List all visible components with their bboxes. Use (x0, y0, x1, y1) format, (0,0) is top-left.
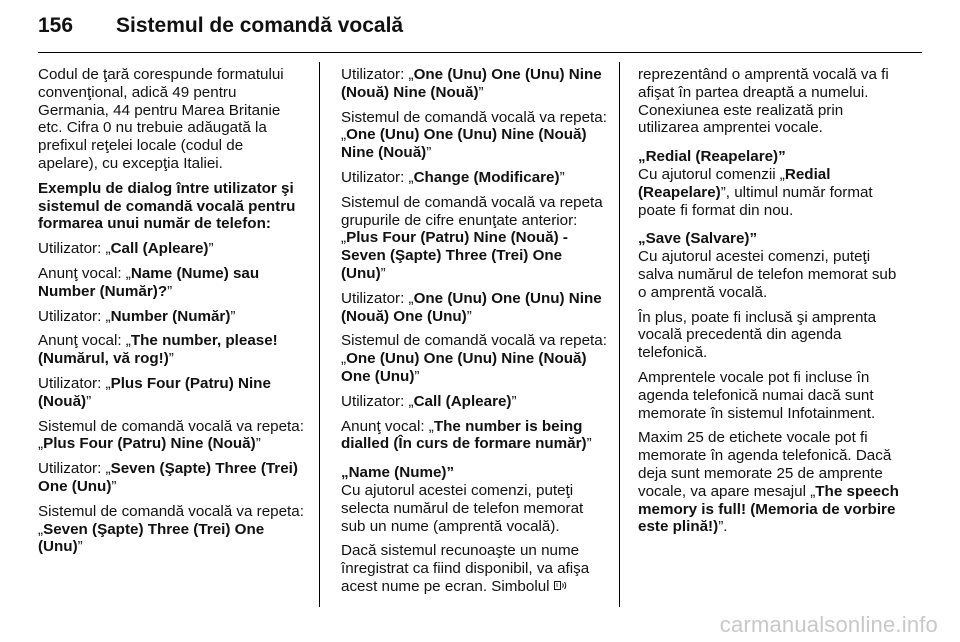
dialog-line: Anunţ vocal: „The number, please! (Numărul, vă rog!)” (38, 332, 278, 368)
column-divider (619, 62, 620, 607)
paragraph: Maxim 25 de etichete vocale pot fi memorate în agenda telefonică. Dacă deja sunt memorate 25 de amprente vocale, va apare mesajul „The speech memory is full! (Memoria de vorbire este plină!)”. (638, 429, 899, 536)
dialog-line: Utilizator: „Call (Apleare)” (341, 392, 517, 410)
dialog-line: Utilizator: „One (Unu) One (Unu) Nine (Nouă) Nine (Nouă)” (341, 66, 602, 101)
dialog-line: Utilizator: „Plus Four (Patru) Nine (Nouă)” (38, 374, 271, 410)
paragraph: Codul de ţară corespunde formatului convenţional, adică 49 pentru Germania, 44 pentru Marea Britanie etc. Cifra 0 nu trebuie adăugată la prefixul reţelei locale (codul de apelare), cu excepţia Italiei. (38, 66, 284, 172)
dialog-line: Sistemul de comandă vocală va repeta: „One (Unu) One (Unu) Nine (Nouă) One (Unu)” (341, 332, 607, 385)
column-1 (38, 66, 304, 563)
page-number: 156 (38, 14, 74, 37)
column-divider (319, 62, 320, 607)
column-2 (341, 66, 607, 603)
example-heading: Exemplu de dialog între utilizator şi sistemul de comandă vocală pentru formarea unui număr de telefon: (38, 179, 296, 233)
voice-tag-icon (554, 579, 568, 591)
dialog-line: Anunţ vocal: „Name (Nume) sau Number (Număr)?” (38, 264, 260, 300)
dialog-line: Utilizator: „Number (Număr)” (38, 307, 236, 325)
paragraph: În plus, poate fi inclusă şi amprenta vocală precedentă din agenda telefonică. (638, 308, 877, 362)
paragraph: Amprentele vocale pot fi incluse în agenda telefonică numai dacă sunt memorate în sistemul Infotainment. (638, 368, 876, 422)
dialog-line: Anunţ vocal: „The number is being dialled (În curs de formare număr)” (341, 417, 592, 453)
paragraph: Cu ajutorul acestei comenzi, puteţi selecta numărul de telefon memorat sub un nume (amprentă vocală). (341, 481, 584, 535)
watermark: carmanualsonline.info (719, 612, 938, 637)
section-heading-redial: „Redial (Reapelare)” (638, 148, 786, 166)
dialog-line: Sistemul de comandă vocală va repeta: „One (Unu) One (Unu) Nine (Nouă) Nine (Nouă)” (341, 108, 607, 162)
paragraph: Cu ajutorul acestei comenzi, puteţi salva numărul de telefon memorat sub o amprentă vocală. (638, 248, 897, 301)
paragraph: Dacă sistemul recunoaşte un nume înregistrat ca fiind disponibil, va afişa acest nume pe ecran. Simbolul (341, 542, 590, 595)
column-3 (638, 66, 908, 543)
dialog-line: Utilizator: „Change (Modificare)” (341, 168, 565, 186)
paragraph: reprezentând o amprentă vocală va fi afişat în partea dreaptă a numelui. Conexiunea este realizată prin utilizarea amprentei vocale. (638, 66, 889, 137)
section-heading-save: „Save (Salvare)” (638, 230, 758, 248)
dialog-line: Sistemul de comandă vocală va repeta: „Seven (Şapte) Three (Trei) One (Unu)” (38, 502, 304, 556)
dialog-line: Utilizator: „One (Unu) One (Unu) Nine (Nouă) One (Unu)” (341, 289, 602, 325)
header-rule (38, 52, 922, 53)
dialog-line: Sistemul de comandă vocală va repeta grupurile de cifre enunţate anterior: „Plus Four (Patru) Nine (Nouă) - Seven (Şapte) Three (Trei) One (Unu)” (341, 193, 603, 282)
page-title: Sistemul de comandă vocală (116, 14, 404, 37)
page-header (38, 14, 403, 46)
section-heading-name: „Name (Nume)” (341, 464, 455, 482)
dialog-line: Utilizator: „Call (Apleare)” (38, 240, 214, 258)
dialog-line: Utilizator: „Seven (Şapte) Three (Trei) One (Unu)” (38, 460, 298, 495)
paragraph: Cu ajutorul comenzii „Redial (Reapelare)”, ultimul număr format poate fi format din nou. (638, 165, 873, 219)
dialog-line: Sistemul de comandă vocală va repeta: „Plus Four (Patru) Nine (Nouă)” (38, 417, 304, 453)
